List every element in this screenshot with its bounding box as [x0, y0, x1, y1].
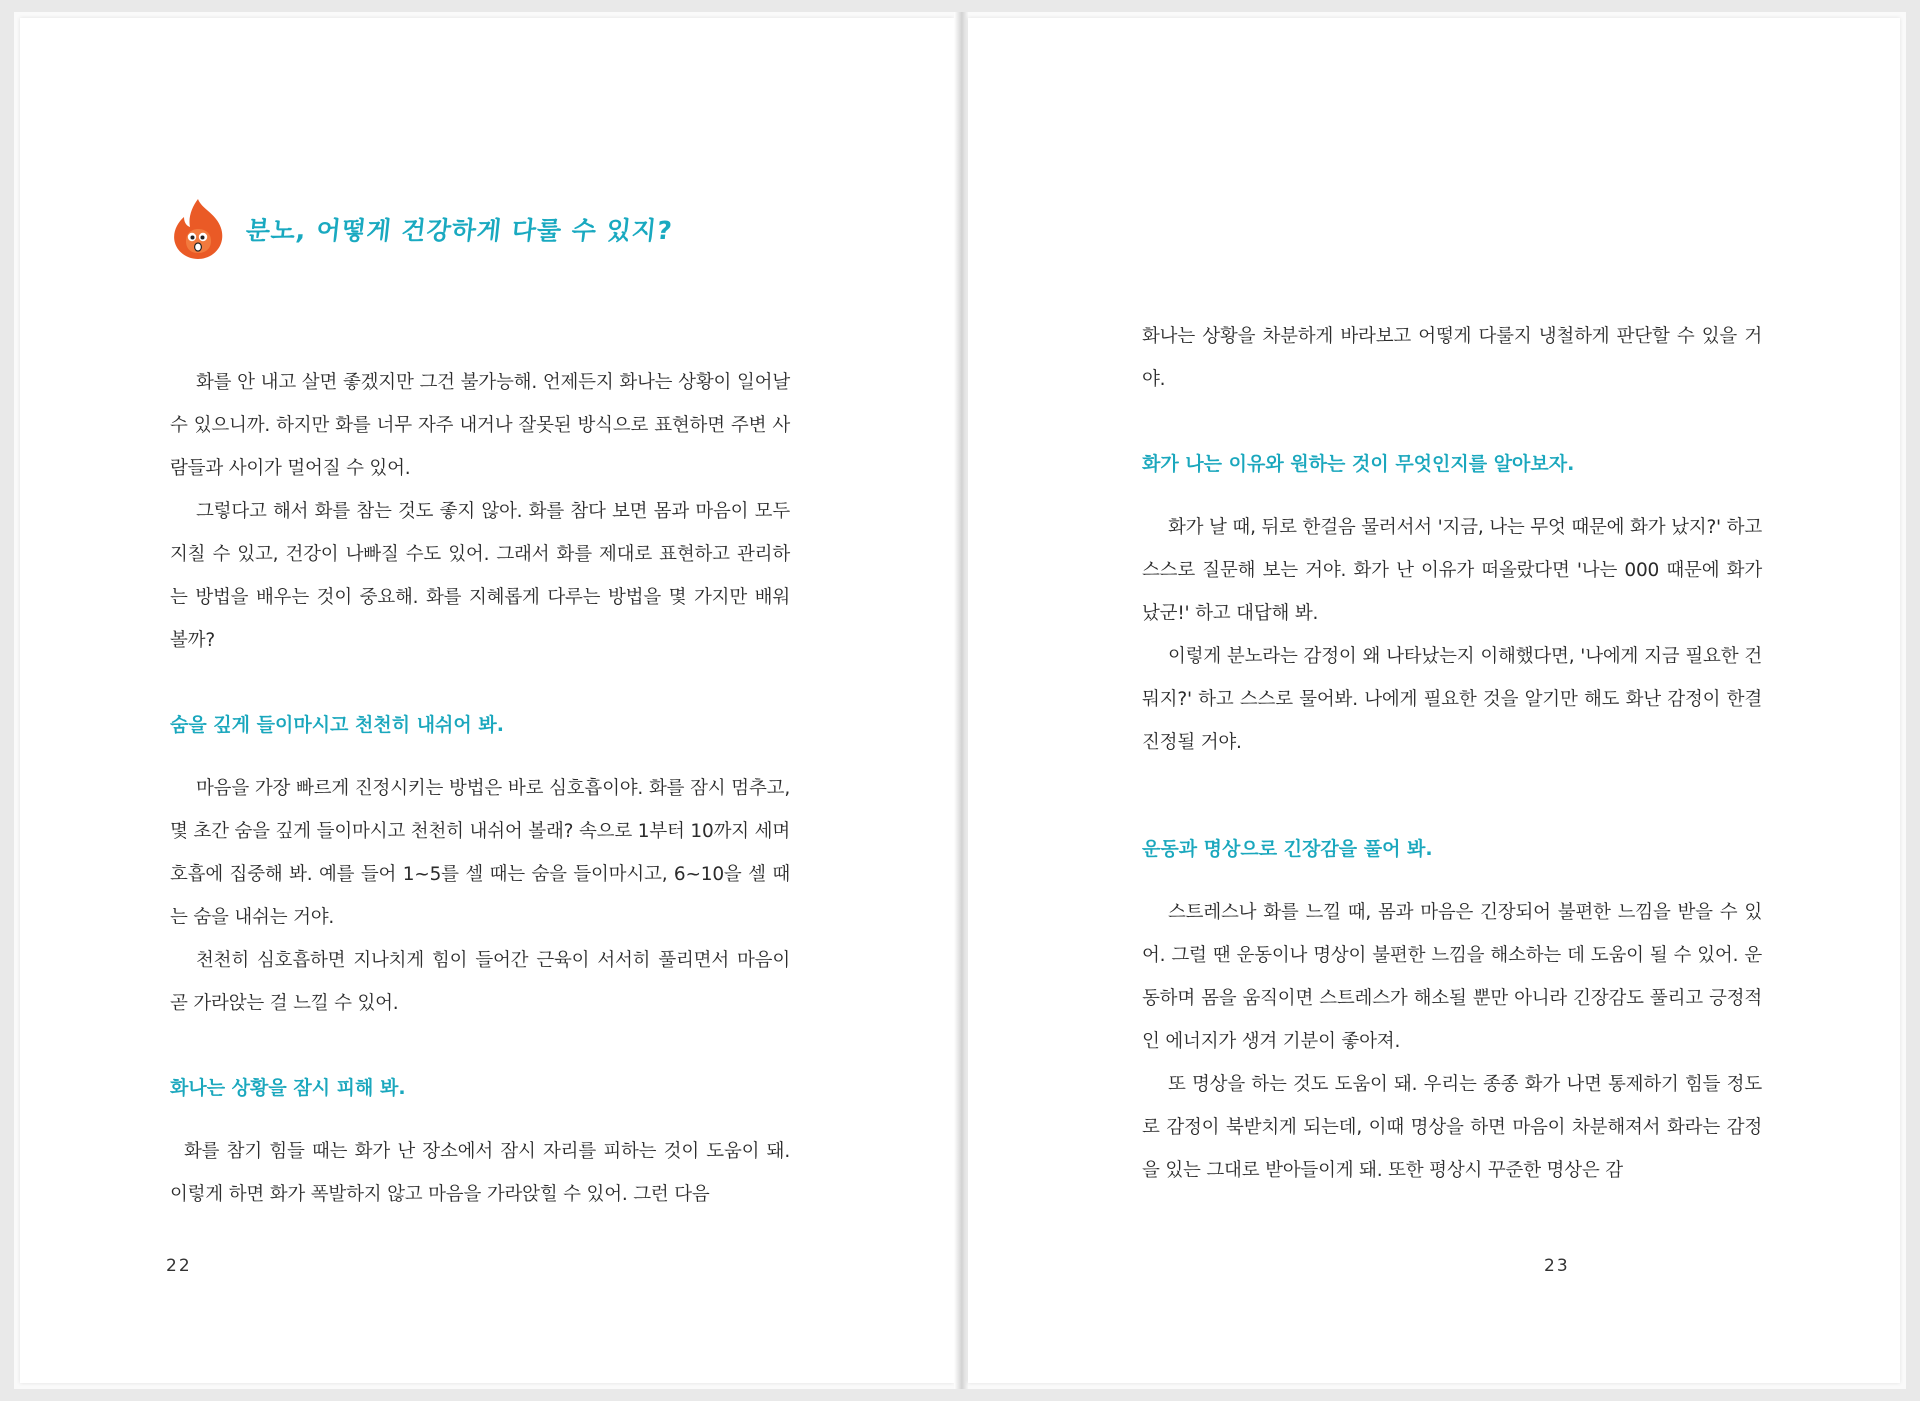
reason-paragraph-2: 이렇게 분노라는 감정이 왜 나타났는지 이해했다면, '나에게 지금 필요한 건 뭐지?' 하고 스스로 물어봐. 나에게 필요한 것을 알기만 해도 화난 감정이 한결 진정될 거야.	[1142, 646, 1762, 753]
paragraph	[1142, 315, 1762, 401]
paragraph	[170, 361, 790, 490]
section-heading-avoid: 화나는 상황을 잠시 피해 봐.	[170, 1077, 406, 1099]
page-number: 23	[1544, 1256, 1570, 1276]
section-heading-exercise: 운동과 명상으로 긴장감을 풀어 봐.	[1142, 838, 1433, 860]
chapter-title-text: 분노, 어떻게 건강하게 다룰 수 있지?	[244, 216, 674, 245]
paragraph	[170, 490, 790, 662]
intro-paragraph-2: 그렇다고 해서 화를 참는 것도 좋지 않아. 화를 참다 보면 몸과 마음이 모두 지칠 수 있고, 건강이 나빠질 수도 있어. 그래서 화를 제대로 표현하고 관리하는 방법을 배우는 것이 중요해. 화를 지혜롭게 다루는 방법을 몇 가지만 배워 볼까?	[170, 501, 790, 651]
left-page-content	[170, 193, 790, 1216]
book-spread	[14, 12, 1906, 1389]
paragraph	[1142, 1063, 1762, 1192]
paragraph	[170, 767, 790, 939]
paragraph	[1142, 891, 1762, 1063]
right-page-content	[1142, 315, 1762, 1192]
section-heading-breathing: 숨을 깊게 들이마시고 천천히 내쉬어 봐.	[170, 714, 504, 736]
paragraph	[1142, 506, 1762, 635]
continued-paragraph: 화나는 상황을 차분하게 바라보고 어떻게 다룰지 냉철하게 판단할 수 있을 거야.	[1142, 326, 1762, 390]
avoid-paragraph-1: 화를 참기 힘들 때는 화가 난 장소에서 잠시 자리를 피하는 것이 도움이 돼. 이렇게 하면 화가 폭발하지 않고 마음을 가라앉힐 수 있어. 그런 다음	[170, 1141, 790, 1205]
flame-character-icon	[170, 197, 226, 261]
intro-paragraph-1: 화를 안 내고 살면 좋겠지만 그건 불가능해. 언제든지 화나는 상황이 일어날 수 있으니까. 하지만 화를 너무 자주 내거나 잘못된 방식으로 표현하면 주변 사람들과 사이가 멀어질 수 있어.	[170, 372, 790, 479]
right-page	[968, 18, 1900, 1383]
book-gutter	[954, 12, 968, 1389]
paragraph	[1142, 635, 1762, 764]
paragraph	[170, 939, 790, 1025]
page-number: 22	[166, 1256, 192, 1276]
exercise-paragraph-2: 또 명상을 하는 것도 도움이 돼. 우리는 종종 화가 나면 통제하기 힘들 정도로 감정이 북받치게 되는데, 이때 명상을 하면 마음이 차분해져서 화라는 감정을 있는 그대로 받아들이게 돼. 또한 평상시 꾸준한 명상은 감	[1142, 1074, 1762, 1181]
breathing-paragraph-1: 마음을 가장 빠르게 진정시키는 방법은 바로 심호흡이야. 화를 잠시 멈추고, 몇 초간 숨을 깊게 들이마시고 천천히 내쉬어 볼래? 속으로 1부터 10까지 세며 호흡에 집중해 봐. 예를 들어 1~5를 셀 때는 숨을 들이마시고, 6~10을 셀 때는 숨을 내쉬는 거야.	[170, 778, 790, 928]
exercise-paragraph-1: 스트레스나 화를 느낄 때, 몸과 마음은 긴장되어 불편한 느낌을 받을 수 있어. 그럴 땐 운동이나 명상이 불편한 느낌을 해소하는 데 도움이 될 수 있어. 운동하며 몸을 움직이면 스트레스가 해소될 뿐만 아니라 긴장감도 풀리고 긍정적인 에너지가 생겨 기분이 좋아져.	[1142, 902, 1762, 1052]
paragraph	[170, 1130, 790, 1216]
left-page	[20, 18, 954, 1383]
breathing-paragraph-2: 천천히 심호흡하면 지나치게 힘이 들어간 근육이 서서히 풀리면서 마음이 곧 가라앉는 걸 느낄 수 있어.	[170, 950, 790, 1014]
section-heading-reason: 화가 나는 이유와 원하는 것이 무엇인지를 알아보자.	[1142, 453, 1575, 475]
chapter-title	[170, 193, 790, 265]
reason-paragraph-1: 화가 날 때, 뒤로 한걸음 물러서서 '지금, 나는 무엇 때문에 화가 났지?' 하고 스스로 질문해 보는 거야. 화가 난 이유가 떠올랐다면 '나는 000 때문에 화가 났군!' 하고 대답해 봐.	[1142, 517, 1762, 624]
